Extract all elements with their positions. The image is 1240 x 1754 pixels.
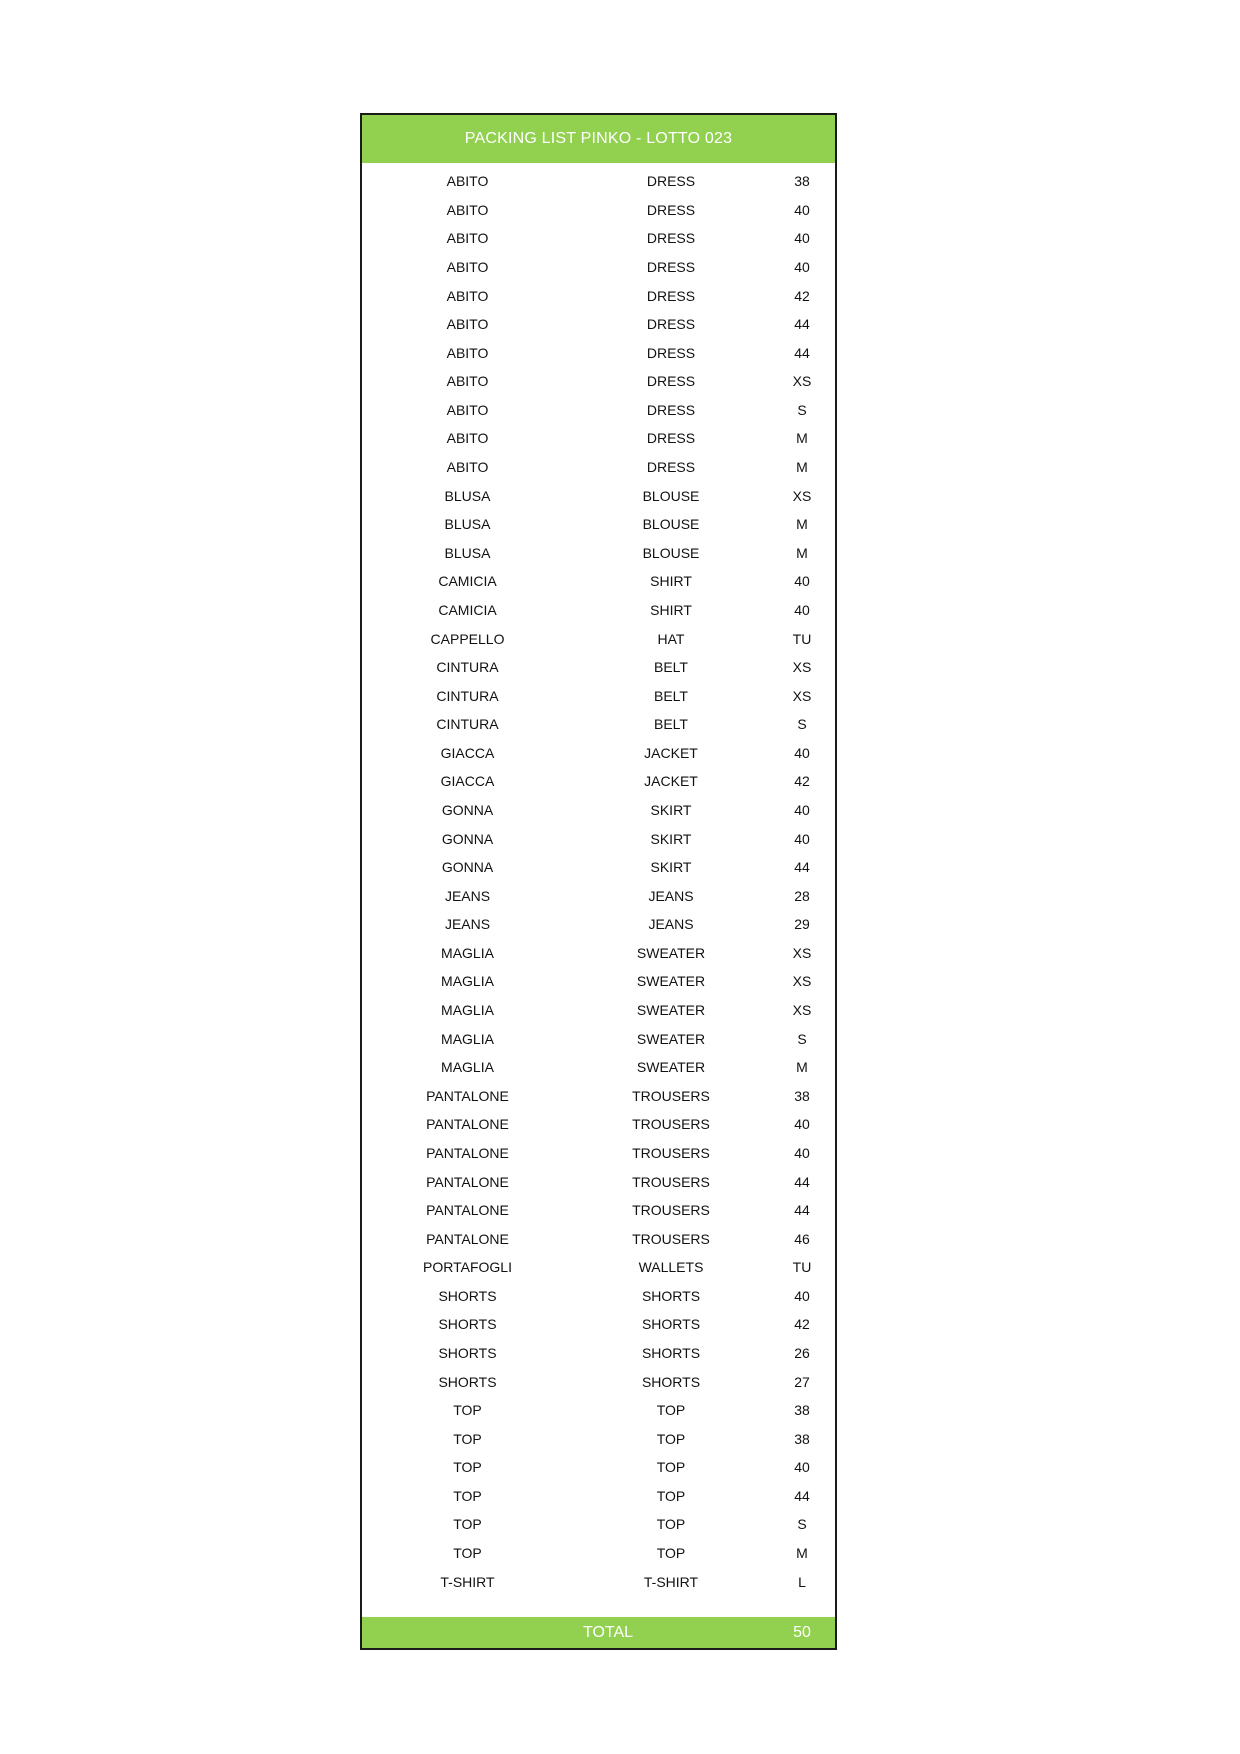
item-en-cell: SKIRT [650,802,692,818]
size-cell: XS [792,944,812,961]
item-it-cell: ABITO [446,344,489,361]
item-en-cell: BLOUSE [642,544,700,561]
size-cell: 40 [794,1116,810,1133]
item-it-cell: CAMICIA [438,601,497,618]
table-row [362,881,835,910]
size-cell: 40 [794,201,810,218]
size-cell: S [797,1030,807,1047]
item-it-cell: CINTURA [436,687,499,704]
item-it-cell: GONNA [441,859,494,876]
table-title: PACKING LIST PINKO - LOTTO 023 [362,115,835,163]
item-en-cell: DRESS [646,201,696,218]
size-cell: M [796,1059,808,1076]
table-row [362,1196,835,1225]
table-row [362,1482,835,1511]
item-en-cell: SWEATER [636,1059,706,1076]
packing-list-table [360,113,837,1650]
item-it-cell: ABITO [446,459,489,476]
size-cell: M [796,459,808,476]
item-en-cell: WALLETS [638,1259,704,1276]
table-row [362,281,835,310]
item-en-cell: TOP [656,1430,686,1447]
item-en-cell: DRESS [646,259,696,276]
item-en-cell: BELT [654,659,688,676]
item-it-cell: ABITO [446,287,489,304]
size-cell: 27 [794,1373,810,1390]
size-cell: 38 [794,1087,810,1104]
table-row [362,853,835,882]
size-cell: 40 [794,1459,810,1476]
item-it-cell: ABITO [446,173,489,190]
size-cell: 26 [794,1344,810,1361]
size-cell: XS [792,973,812,990]
table-row [362,824,835,853]
item-it-cell: TOP [453,1487,482,1504]
total-label: TOTAL [582,1623,634,1641]
item-en-cell: TROUSERS [632,1144,710,1161]
item-en-cell: DRESS [646,401,696,418]
table-row [362,1567,835,1596]
item-en-cell: DRESS [646,173,696,190]
table-row [362,1110,835,1139]
size-cell: 40 [794,830,810,847]
size-cell: 42 [794,287,810,304]
table-row [362,1139,835,1168]
table-row [362,338,835,367]
size-cell: M [796,544,808,561]
item-en-cell: BELT [654,687,688,704]
item-en-cell: TOP [656,1516,686,1533]
table-row [362,1424,835,1453]
table-row [362,224,835,253]
table-row [362,967,835,996]
item-en-cell: SHORTS [641,1373,701,1390]
item-it-cell: PANTALONE [426,1116,509,1133]
table-row [362,567,835,596]
item-en-cell: DRESS [646,373,696,390]
size-cell: 40 [794,1144,810,1161]
table-row [362,1510,835,1539]
item-it-cell: SHORTS [438,1373,497,1390]
item-en-cell: SHIRT [650,601,692,618]
item-it-cell: TOP [453,1402,482,1419]
item-en-cell: SHIRT [650,573,692,590]
size-cell: 40 [794,1287,810,1304]
size-cell: M [796,516,808,533]
item-en-cell: SWEATER [636,1002,706,1019]
item-en-cell: DRESS [646,430,696,447]
item-it-cell: CAMICIA [438,573,497,590]
size-cell: 29 [794,916,810,933]
item-en-cell: SHORTS [641,1287,701,1304]
item-it-cell: CINTURA [436,659,499,676]
table-body [362,163,835,1596]
item-en-cell: DRESS [646,230,696,247]
item-it-cell: SHORTS [438,1316,497,1333]
item-en-cell: DRESS [646,316,696,333]
size-cell: 38 [794,1430,810,1447]
item-en-cell: SHORTS [641,1316,701,1333]
table-row [362,939,835,968]
item-en-cell: TROUSERS [632,1230,710,1247]
table-row [362,1539,835,1568]
total-row [362,1617,835,1648]
item-en-cell: TROUSERS [632,1202,710,1219]
size-cell: XS [792,659,812,676]
item-it-cell: TOP [453,1545,482,1562]
item-en-cell: SWEATER [636,973,706,990]
size-cell: 40 [794,601,810,618]
size-cell: 40 [794,744,810,761]
item-en-cell: TOP [656,1487,686,1504]
size-cell: 46 [794,1230,810,1247]
item-en-cell: DRESS [646,459,696,476]
item-en-cell: BELT [654,716,688,733]
size-cell: 38 [794,173,810,190]
item-it-cell: PANTALONE [426,1230,509,1247]
size-cell: XS [792,687,812,704]
table-row [362,1396,835,1425]
table-row [362,453,835,482]
table-row [362,681,835,710]
item-it-cell: PANTALONE [426,1202,509,1219]
size-cell: 44 [794,1202,810,1219]
table-row [362,710,835,739]
table-row [362,910,835,939]
total-value: 50 [793,1623,811,1641]
item-it-cell: ABITO [446,316,489,333]
table-row [362,1367,835,1396]
item-en-cell: JACKET [644,744,698,761]
item-it-cell: T-SHIRT [440,1573,495,1590]
item-it-cell: ABITO [446,201,489,218]
table-row [362,539,835,568]
table-row [362,424,835,453]
item-it-cell: PANTALONE [426,1144,509,1161]
table-row [362,1053,835,1082]
table-row [362,739,835,768]
size-cell: 40 [794,259,810,276]
item-en-cell: TROUSERS [632,1087,710,1104]
item-it-cell: MAGLIA [441,1002,494,1019]
table-row [362,767,835,796]
size-cell: S [797,1516,807,1533]
item-it-cell: MAGLIA [441,973,494,990]
item-it-cell: CAPPELLO [430,630,505,647]
item-it-cell: ABITO [446,259,489,276]
size-cell: 44 [794,1487,810,1504]
table-row [362,1167,835,1196]
item-it-cell: SHORTS [438,1344,497,1361]
table-row [362,367,835,396]
table-row [362,653,835,682]
item-en-cell: TOP [656,1402,686,1419]
item-en-cell: JEANS [648,887,694,904]
item-it-cell: GONNA [441,830,494,847]
item-en-cell: SWEATER [636,1030,706,1047]
item-it-cell: BLUSA [444,516,491,533]
size-cell: 38 [794,1402,810,1419]
table-row [362,167,835,196]
item-en-cell: TOP [656,1545,686,1562]
item-en-cell: TROUSERS [632,1173,710,1190]
size-cell: 40 [794,573,810,590]
size-cell: 42 [794,773,810,790]
item-en-cell: SHORTS [641,1344,701,1361]
item-it-cell: GIACCA [440,744,495,761]
item-it-cell: MAGLIA [441,944,494,961]
size-cell: S [797,401,807,418]
item-it-cell: JEANS [444,887,491,904]
item-en-cell: SWEATER [636,944,706,961]
size-cell: 44 [794,344,810,361]
table-row [362,510,835,539]
item-en-cell: DRESS [646,287,696,304]
size-cell: XS [792,487,812,504]
table-row [362,1310,835,1339]
item-it-cell: SHORTS [438,1287,497,1304]
item-it-cell: TOP [453,1459,482,1476]
item-en-cell: T-SHIRT [643,1573,699,1590]
item-it-cell: PORTAFOGLI [423,1259,512,1276]
item-en-cell: JACKET [644,773,698,790]
table-row [362,1082,835,1111]
item-it-cell: MAGLIA [441,1030,494,1047]
size-cell: 42 [794,1316,810,1333]
item-it-cell: ABITO [446,401,489,418]
item-it-cell: TOP [453,1430,482,1447]
size-cell: 44 [794,1173,810,1190]
table-row [362,1453,835,1482]
item-it-cell: CINTURA [436,716,499,733]
item-en-cell: HAT [657,630,685,647]
item-en-cell: BLOUSE [642,487,700,504]
item-it-cell: BLUSA [444,487,491,504]
size-cell: TU [792,1259,812,1276]
table-row [362,1253,835,1282]
item-it-cell: ABITO [446,430,489,447]
item-it-cell: ABITO [446,230,489,247]
item-it-cell: PANTALONE [426,1087,509,1104]
size-cell: 44 [794,859,810,876]
table-row [362,596,835,625]
item-it-cell: ABITO [446,373,489,390]
table-row [362,196,835,225]
table-row [362,624,835,653]
size-cell: S [797,716,807,733]
item-en-cell: JEANS [648,916,694,933]
table-row [362,1339,835,1368]
item-it-cell: GONNA [441,802,494,818]
size-cell: 28 [794,887,810,904]
item-it-cell: BLUSA [444,544,491,561]
size-cell: XS [792,1002,812,1019]
table-row [362,1282,835,1311]
item-it-cell: JEANS [444,916,491,933]
size-cell: 40 [794,230,810,247]
table-row [362,796,835,825]
item-en-cell: SKIRT [650,859,692,876]
table-row [362,1024,835,1053]
item-en-cell: DRESS [646,344,696,361]
item-it-cell: MAGLIA [441,1059,494,1076]
table-row [362,996,835,1025]
item-en-cell: TOP [656,1459,686,1476]
size-cell: 44 [794,316,810,333]
item-it-cell: GIACCA [440,773,495,790]
table-row [362,396,835,425]
size-cell: L [798,1573,806,1590]
size-cell: TU [792,630,812,647]
size-cell: M [796,430,808,447]
item-it-cell: PANTALONE [426,1173,509,1190]
size-cell: M [796,1545,808,1562]
size-cell: 40 [794,802,810,818]
item-en-cell: BLOUSE [642,516,700,533]
item-en-cell: SKIRT [650,830,692,847]
table-row [362,310,835,339]
item-it-cell: TOP [453,1516,482,1533]
table-row [362,253,835,282]
table-row [362,1224,835,1253]
size-cell: XS [792,373,812,390]
table-row [362,481,835,510]
item-en-cell: TROUSERS [632,1116,710,1133]
